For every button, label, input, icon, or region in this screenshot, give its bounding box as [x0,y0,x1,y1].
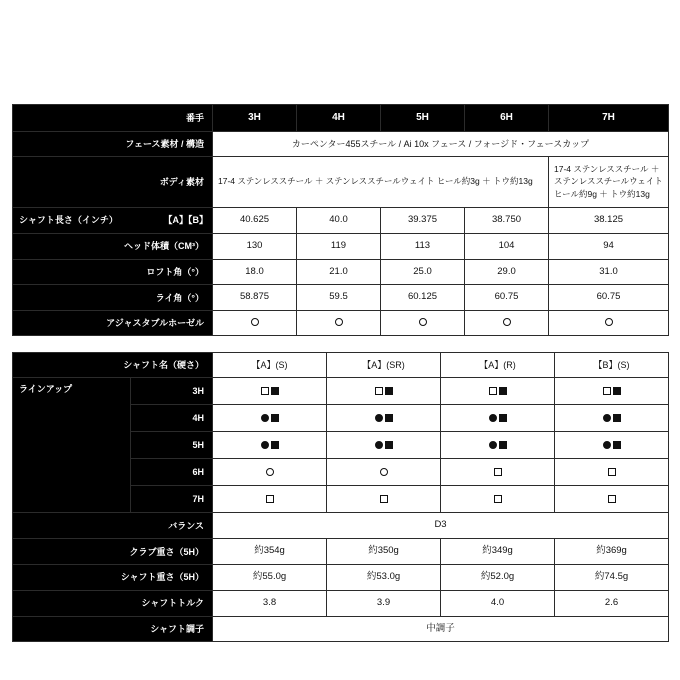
lineup-row-label-7h: 7H [131,486,213,513]
club-weight-4: 約369g [555,539,669,565]
head-volume-5h: 113 [381,233,465,259]
shaft-name-3: 【A】(R) [441,353,555,378]
table-row-balance [13,513,669,539]
square-filled-icon [271,441,279,449]
club-weight-1: 約354g [213,539,327,565]
square-open-icon [261,387,269,395]
lineup-7h-shaft1 [213,486,327,513]
square-open-icon [489,387,497,395]
shaft-weight-3: 約52.0g [441,565,555,591]
square-filled-icon [613,387,621,395]
square-filled-icon [271,414,279,422]
body-material-group2: 17-4 ステンレススチール ＋ ステンレススチールウェイト ヒール約9g ＋ トウ約13g [549,156,669,207]
shaft-weight-1: 約55.0g [213,565,327,591]
table-divider [12,336,668,352]
circle-filled-icon [489,414,497,422]
lineup-row-label-5h: 5H [131,432,213,459]
lineup-6h-shaft4 [555,459,669,486]
table-row-club-header [13,105,669,132]
table-row-club-weight [13,539,669,565]
circle-filled-icon [375,414,383,422]
square-open-icon [608,495,616,503]
club-weight-3: 約349g [441,539,555,565]
lineup-3h-shaft1 [213,378,327,405]
loft-3h: 18.0 [213,259,297,285]
row-label-lie: ライ角（°） [13,285,213,311]
row-label-shaft-length-text: シャフト長さ（インチ） [19,215,118,226]
lineup-row-label-6h: 6H [131,459,213,486]
table-row-body-material [13,156,669,207]
balance-value: D3 [213,513,669,539]
shaft-weight-4: 約74.5g [555,565,669,591]
lineup-row-label-3h: 3H [131,378,213,405]
lineup-3h-shaft4 [555,378,669,405]
head-volume-4h: 119 [297,233,381,259]
row-label-club: 番手 [13,105,213,132]
body-material-group1: 17-4 ステンレススチール ＋ ステンレススチールウェイト ヒール約3g ＋ トウ約13g [213,156,549,207]
loft-5h: 25.0 [381,259,465,285]
adjustable-hosel-3h [213,311,297,336]
circle-open-icon [380,468,388,476]
adjustable-hosel-4h [297,311,381,336]
square-open-icon [494,468,502,476]
table-row-shaft-torque [13,590,669,616]
shaft-torque-4: 2.6 [555,590,669,616]
adjustable-hosel-6h [465,311,549,336]
shaft-name-4: 【B】(S) [555,353,669,378]
square-filled-icon [499,414,507,422]
circle-filled-icon [603,414,611,422]
circle-filled-icon [489,441,497,449]
lineup-5h-shaft2 [327,432,441,459]
shaft-torque-1: 3.8 [213,590,327,616]
square-filled-icon [613,414,621,422]
shaft-length-5h: 39.375 [381,207,465,233]
shaft-spec-table [12,352,669,642]
row-label-adjustable-hosel: アジャスタブルホーゼル [13,311,213,336]
lie-7h: 60.75 [549,285,669,311]
col-head-7h: 7H [549,105,669,132]
circle-filled-icon [375,441,383,449]
head-volume-7h: 94 [549,233,669,259]
circle-open-icon [605,318,613,326]
shaft-torque-2: 3.9 [327,590,441,616]
shaft-weight-2: 約53.0g [327,565,441,591]
col-head-4h: 4H [297,105,381,132]
lineup-7h-shaft3 [441,486,555,513]
row-label-shaft-torque: シャフトトルク [13,590,213,616]
row-label-face-material: フェース素材 / 構造 [13,131,213,156]
row-label-shaft-length-sub: 【A】【B】 [163,215,208,226]
table-row-lineup-3h [13,378,669,405]
row-label-shaft-name: シャフト名（硬さ） [13,353,213,378]
row-label-lineup: ラインアップ [13,378,131,513]
row-label-loft: ロフト角（°） [13,259,213,285]
lineup-6h-shaft3 [441,459,555,486]
lineup-row-label-4h: 4H [131,405,213,432]
lineup-4h-shaft2 [327,405,441,432]
row-label-balance: バランス [13,513,213,539]
circle-filled-icon [261,441,269,449]
lineup-5h-shaft4 [555,432,669,459]
lie-6h: 60.75 [465,285,549,311]
table-row-adjustable-hosel [13,311,669,336]
lineup-4h-shaft3 [441,405,555,432]
lineup-5h-shaft1 [213,432,327,459]
loft-4h: 21.0 [297,259,381,285]
circle-open-icon [266,468,274,476]
square-open-icon [380,495,388,503]
table-row-shaft-name [13,353,669,378]
club-weight-2: 約350g [327,539,441,565]
square-open-icon [608,468,616,476]
col-head-3h: 3H [213,105,297,132]
lineup-4h-shaft4 [555,405,669,432]
shaft-torque-3: 4.0 [441,590,555,616]
square-open-icon [375,387,383,395]
circle-open-icon [503,318,511,326]
row-label-club-weight: クラブ重さ（5H） [13,539,213,565]
square-filled-icon [271,387,279,395]
row-label-body-material: ボディ素材 [13,156,213,207]
table-row-loft [13,259,669,285]
lineup-3h-shaft3 [441,378,555,405]
lineup-6h-shaft2 [327,459,441,486]
row-label-shaft-weight: シャフト重さ（5H） [13,565,213,591]
head-volume-6h: 104 [465,233,549,259]
circle-open-icon [335,318,343,326]
lineup-5h-shaft3 [441,432,555,459]
shaft-name-1: 【A】(S) [213,353,327,378]
row-label-shaft-flex-profile: シャフト調子 [13,616,213,642]
lie-4h: 59.5 [297,285,381,311]
lie-5h: 60.125 [381,285,465,311]
square-filled-icon [385,441,393,449]
square-open-icon [494,495,502,503]
loft-6h: 29.0 [465,259,549,285]
shaft-length-4h: 40.0 [297,207,381,233]
square-filled-icon [499,441,507,449]
circle-filled-icon [261,414,269,422]
circle-filled-icon [603,441,611,449]
square-open-icon [266,495,274,503]
col-head-6h: 6H [465,105,549,132]
club-spec-table [12,104,669,336]
shaft-length-6h: 38.750 [465,207,549,233]
lineup-7h-shaft2 [327,486,441,513]
lineup-3h-shaft2 [327,378,441,405]
row-label-head-volume: ヘッド体積（CM³） [13,233,213,259]
lie-3h: 58.875 [213,285,297,311]
shaft-flex-profile-value: 中調子 [213,616,669,642]
square-open-icon [603,387,611,395]
square-filled-icon [613,441,621,449]
table-row-lie [13,285,669,311]
adjustable-hosel-5h [381,311,465,336]
face-material-value: カーペンター455スチール / Ai 10x フェース / フォージド・フェースカップ [213,131,669,156]
shaft-length-3h: 40.625 [213,207,297,233]
table-row-face-material [13,131,669,156]
loft-7h: 31.0 [549,259,669,285]
square-filled-icon [385,387,393,395]
lineup-7h-shaft4 [555,486,669,513]
lineup-4h-shaft1 [213,405,327,432]
shaft-name-2: 【A】(SR) [327,353,441,378]
square-filled-icon [385,414,393,422]
circle-open-icon [251,318,259,326]
square-filled-icon [499,387,507,395]
table-row-shaft-weight [13,565,669,591]
row-label-shaft-length [13,207,213,233]
table-row-shaft-length [13,207,669,233]
head-volume-3h: 130 [213,233,297,259]
table-row-head-volume [13,233,669,259]
adjustable-hosel-7h [549,311,669,336]
table-row-shaft-flex-profile [13,616,669,642]
shaft-length-7h: 38.125 [549,207,669,233]
circle-open-icon [419,318,427,326]
col-head-5h: 5H [381,105,465,132]
lineup-6h-shaft1 [213,459,327,486]
